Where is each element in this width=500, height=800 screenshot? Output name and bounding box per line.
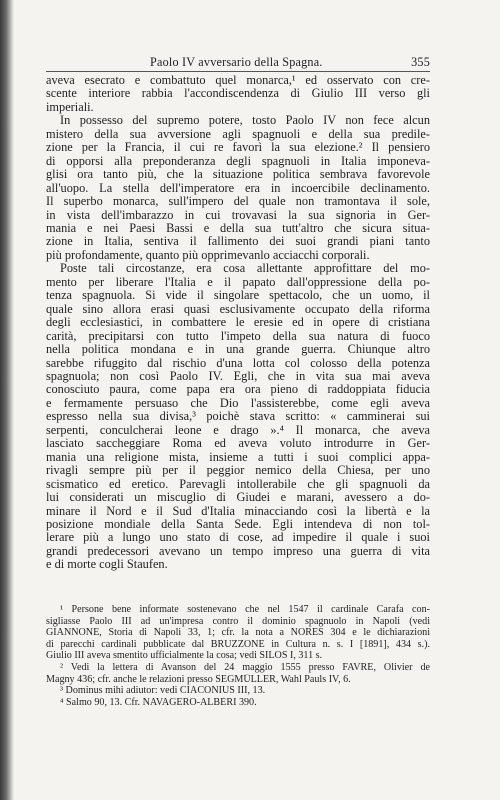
text-line: lasciato saccheggiare Roma ed aveva voluto introdurre in Ger-	[46, 437, 430, 451]
text-line: carità, precipitarsi con tutto l'impeto della sua natura di fuoco	[46, 329, 430, 343]
text-line: scente interiore rabbia l'accondiscendenza di Giulio III verso gli	[46, 87, 430, 101]
page-number: 355	[411, 55, 430, 69]
text-line: mento per liberare l'Italia e il papato dall'oppressione della po-	[46, 275, 430, 289]
text-line: In possesso del supremo potere, tosto Paolo IV non fece alcun	[60, 114, 430, 128]
text-line: serpenti, conculcherai leone e drago ».⁴ Il monarca, che aveva	[46, 423, 430, 437]
text-line: di opporsi alla preponderanza degli spagnuoli in Italia imponeva-	[46, 154, 430, 168]
text-line: posizione mondiale della Santa Sede. Egli intendeva di non tol-	[46, 517, 430, 531]
footnote-line: ² Vedi la lettera di Avanson del 24 maggio 1555 presso FAVRE, Olivier de	[60, 661, 430, 673]
text-line: rivagli sempre più per il peggior nemico della Chiesa, per uno	[46, 464, 430, 478]
text-line: lui considerati un miscuglio di Giudei e marani, avessero a do-	[46, 491, 430, 505]
text-line: nella politica mondana e in una grande guerra. Chiunque altro	[46, 343, 430, 357]
footnote-line: ³ Dominus mihi adiutor: vedi CIACONIUS III, 13.	[60, 685, 266, 697]
text-line: in vista dell'imbarazzo in cui trovavasi la sua signoria in Ger-	[46, 208, 430, 222]
text-line: grandi predecessori avevano un tempo impreso una guerra di vita	[46, 544, 430, 558]
text-line: lerare più a lungo uno stato di cose, ad impedire il quale i suoi	[46, 531, 430, 545]
text-line: scismatico ed eretico. Parevagli intollerabile che gli spagnuoli da	[46, 477, 430, 491]
text-line: Poste tali circostanze, era cosa allettante approfittare del mo-	[60, 262, 430, 276]
text-line: conosciuto paura, come papa era ora pieno di raddoppiata fiducia	[46, 383, 430, 397]
text-line: e di morte cogli Staufen.	[46, 558, 168, 572]
text-line: spagnuola; non così Paolo IV. Egli, che in vita sua mai aveva	[46, 369, 430, 383]
book-binding-edge	[0, 0, 14, 800]
text-line: sarebbe rifuggito dal rischio d'una lotta col colosso della potenza	[46, 356, 430, 370]
main-text	[46, 74, 430, 572]
text-line: e fermamente persuaso che Dio l'assisterebbe, come egli aveva	[46, 396, 430, 410]
footnote-line: sigliasse Paolo III ad un'impresa contro il dominio spagnuolo in Napoli (vedi	[46, 615, 430, 627]
footnote-line: Magny 436; cfr. anche le relazioni presso SEGMÜLLER, Wahl Pauls IV, 6.	[46, 673, 351, 685]
text-line: Il superbo monarca, sull'impero del quale non tramontava il sole,	[46, 195, 430, 209]
running-title: Paolo IV avversario della Spagna.	[150, 55, 323, 69]
text-line: degli ecclesiastici, in combattere le eresie ed in opere di cristiana	[46, 316, 430, 330]
footnotes	[46, 604, 430, 708]
text-line: tenza spagnuola. Si vide il singolare spettacolo, che un uomo, il	[46, 289, 430, 303]
text-line: quale sino allora erasi quasi esclusivamente occupato della riforma	[46, 302, 430, 316]
footnote-line: GIANNONE, Storia di Napoli 33, 1; cfr. la nota a NORES 304 e le dichiarazioni	[46, 627, 430, 639]
text-line: più profondamente, quanto più opprimevanlo acciacchi corporali.	[46, 248, 370, 262]
text-line: glisi ora tanto più, che la situazione politica sembrava favorevole	[46, 168, 430, 182]
header-rule	[46, 71, 430, 72]
footnote-line: di parecchi cardinali pubblicate dal BRUZZONE in Cultura n. s. I [1891], 434 s.).	[46, 638, 430, 650]
footnote-line: ⁴ Salmo 90, 13. Cfr. NAVAGERO-ALBÈRI 390.	[60, 696, 257, 708]
footnote-line: ¹ Persone bene informate sostenevano che nel 1547 il cardinale Carafa con-	[60, 604, 430, 615]
text-line: mistero della sua avversione agli spagnuoli e della sua predile-	[46, 127, 430, 141]
text-line: imperiali.	[46, 100, 94, 114]
text-line: all'uopo. La stella dell'imperatore era in incoercibile declinamento.	[46, 181, 430, 195]
text-line: espresso nella sua divisa,³ poichè stava scritto: « camminerai sui	[46, 410, 430, 424]
footnote-line: Giulio III aveva smentito ufficialmente la cosa; vedi SILOS I, 311 s.	[46, 650, 323, 662]
text-line: mania e nei Paesi Bassi e della sua tutt'altro che sicura situa-	[46, 221, 430, 235]
text-line: aveva esecrato e combattuto quel monarca,¹ ed osservato con cre-	[46, 74, 430, 87]
text-line: zione per la Francia, il cui re favorì la sua elezione.² Il pensiero	[46, 141, 430, 155]
text-line: mania una religione mista, insieme a tutti i suoi complici appa-	[46, 450, 430, 464]
text-line: zione in Italia, sentiva il fallimento dei suoi grandi piani tanto	[46, 235, 430, 249]
text-line: minare il Nord e il Sud d'Italia minacciando così la libertà e la	[46, 504, 430, 518]
